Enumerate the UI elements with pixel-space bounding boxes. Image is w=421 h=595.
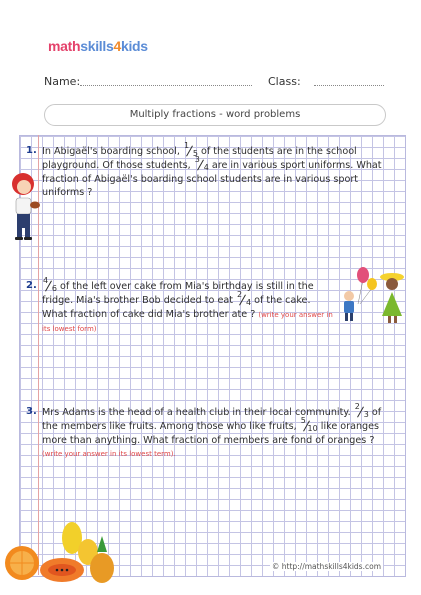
fraction-2-4: 2 4: [237, 290, 252, 308]
boy-with-football-illustration: [6, 170, 46, 242]
class-field[interactable]: [314, 85, 384, 86]
name-field[interactable]: [80, 85, 252, 86]
question-3-text: Mrs Adams is the head of a health club in their local community. 2 3 of the members like fruits. Among those who like fruits, 5 10 like oranges more than anything. What fraction of members are fond of oranges ? (write your answer in its lowest term).: [42, 402, 382, 458]
question-2-note: (write your answer in its lowest form): [42, 310, 333, 333]
fraction-5-10: 5 10: [300, 416, 318, 434]
question-3-number: 3.: [26, 406, 37, 417]
class-label: Class:: [268, 75, 301, 88]
question-2-number: 2.: [26, 280, 37, 291]
worksheet-title: Multiply fractions - word problems: [44, 104, 386, 126]
question-2-text: 4 6 of the left over cake from Mia's birthday is still in the fridge. Mia's brother Bob decided to eat 2 4 of the cake. What fraction of cake did Mia's brother ate ? (write your answer in its lowest form): [42, 276, 333, 333]
name-label: Name:: [44, 75, 81, 88]
fraction-2-3: 2 3: [354, 402, 369, 419]
grid-paper: [19, 135, 406, 577]
question-1-number: 1.: [26, 145, 37, 156]
fraction-1-5: 1 5: [183, 141, 198, 158]
question-3-note: (write your answer in its lowest term).: [42, 449, 176, 458]
fraction-3-4: 3 4: [194, 155, 209, 173]
name-class-row: [44, 75, 389, 89]
question-1-text: In Abigaël's boarding school, 1 5 of the students are in the school playground. Of those students, 3 4 are in various sport uniforms. What fraction of Abigaël's boarding school students are in various sport uniforms ?: [42, 141, 382, 198]
tropical-fruits-illustration: [2, 514, 122, 586]
fraction-4-6: 4 6: [43, 276, 57, 293]
footer-url[interactable]: © http://mathskills4kids.com: [271, 562, 381, 571]
kids-with-balloons-illustration: [336, 266, 408, 328]
mathskills4kids-logo: mathskills4kids: [48, 38, 148, 54]
